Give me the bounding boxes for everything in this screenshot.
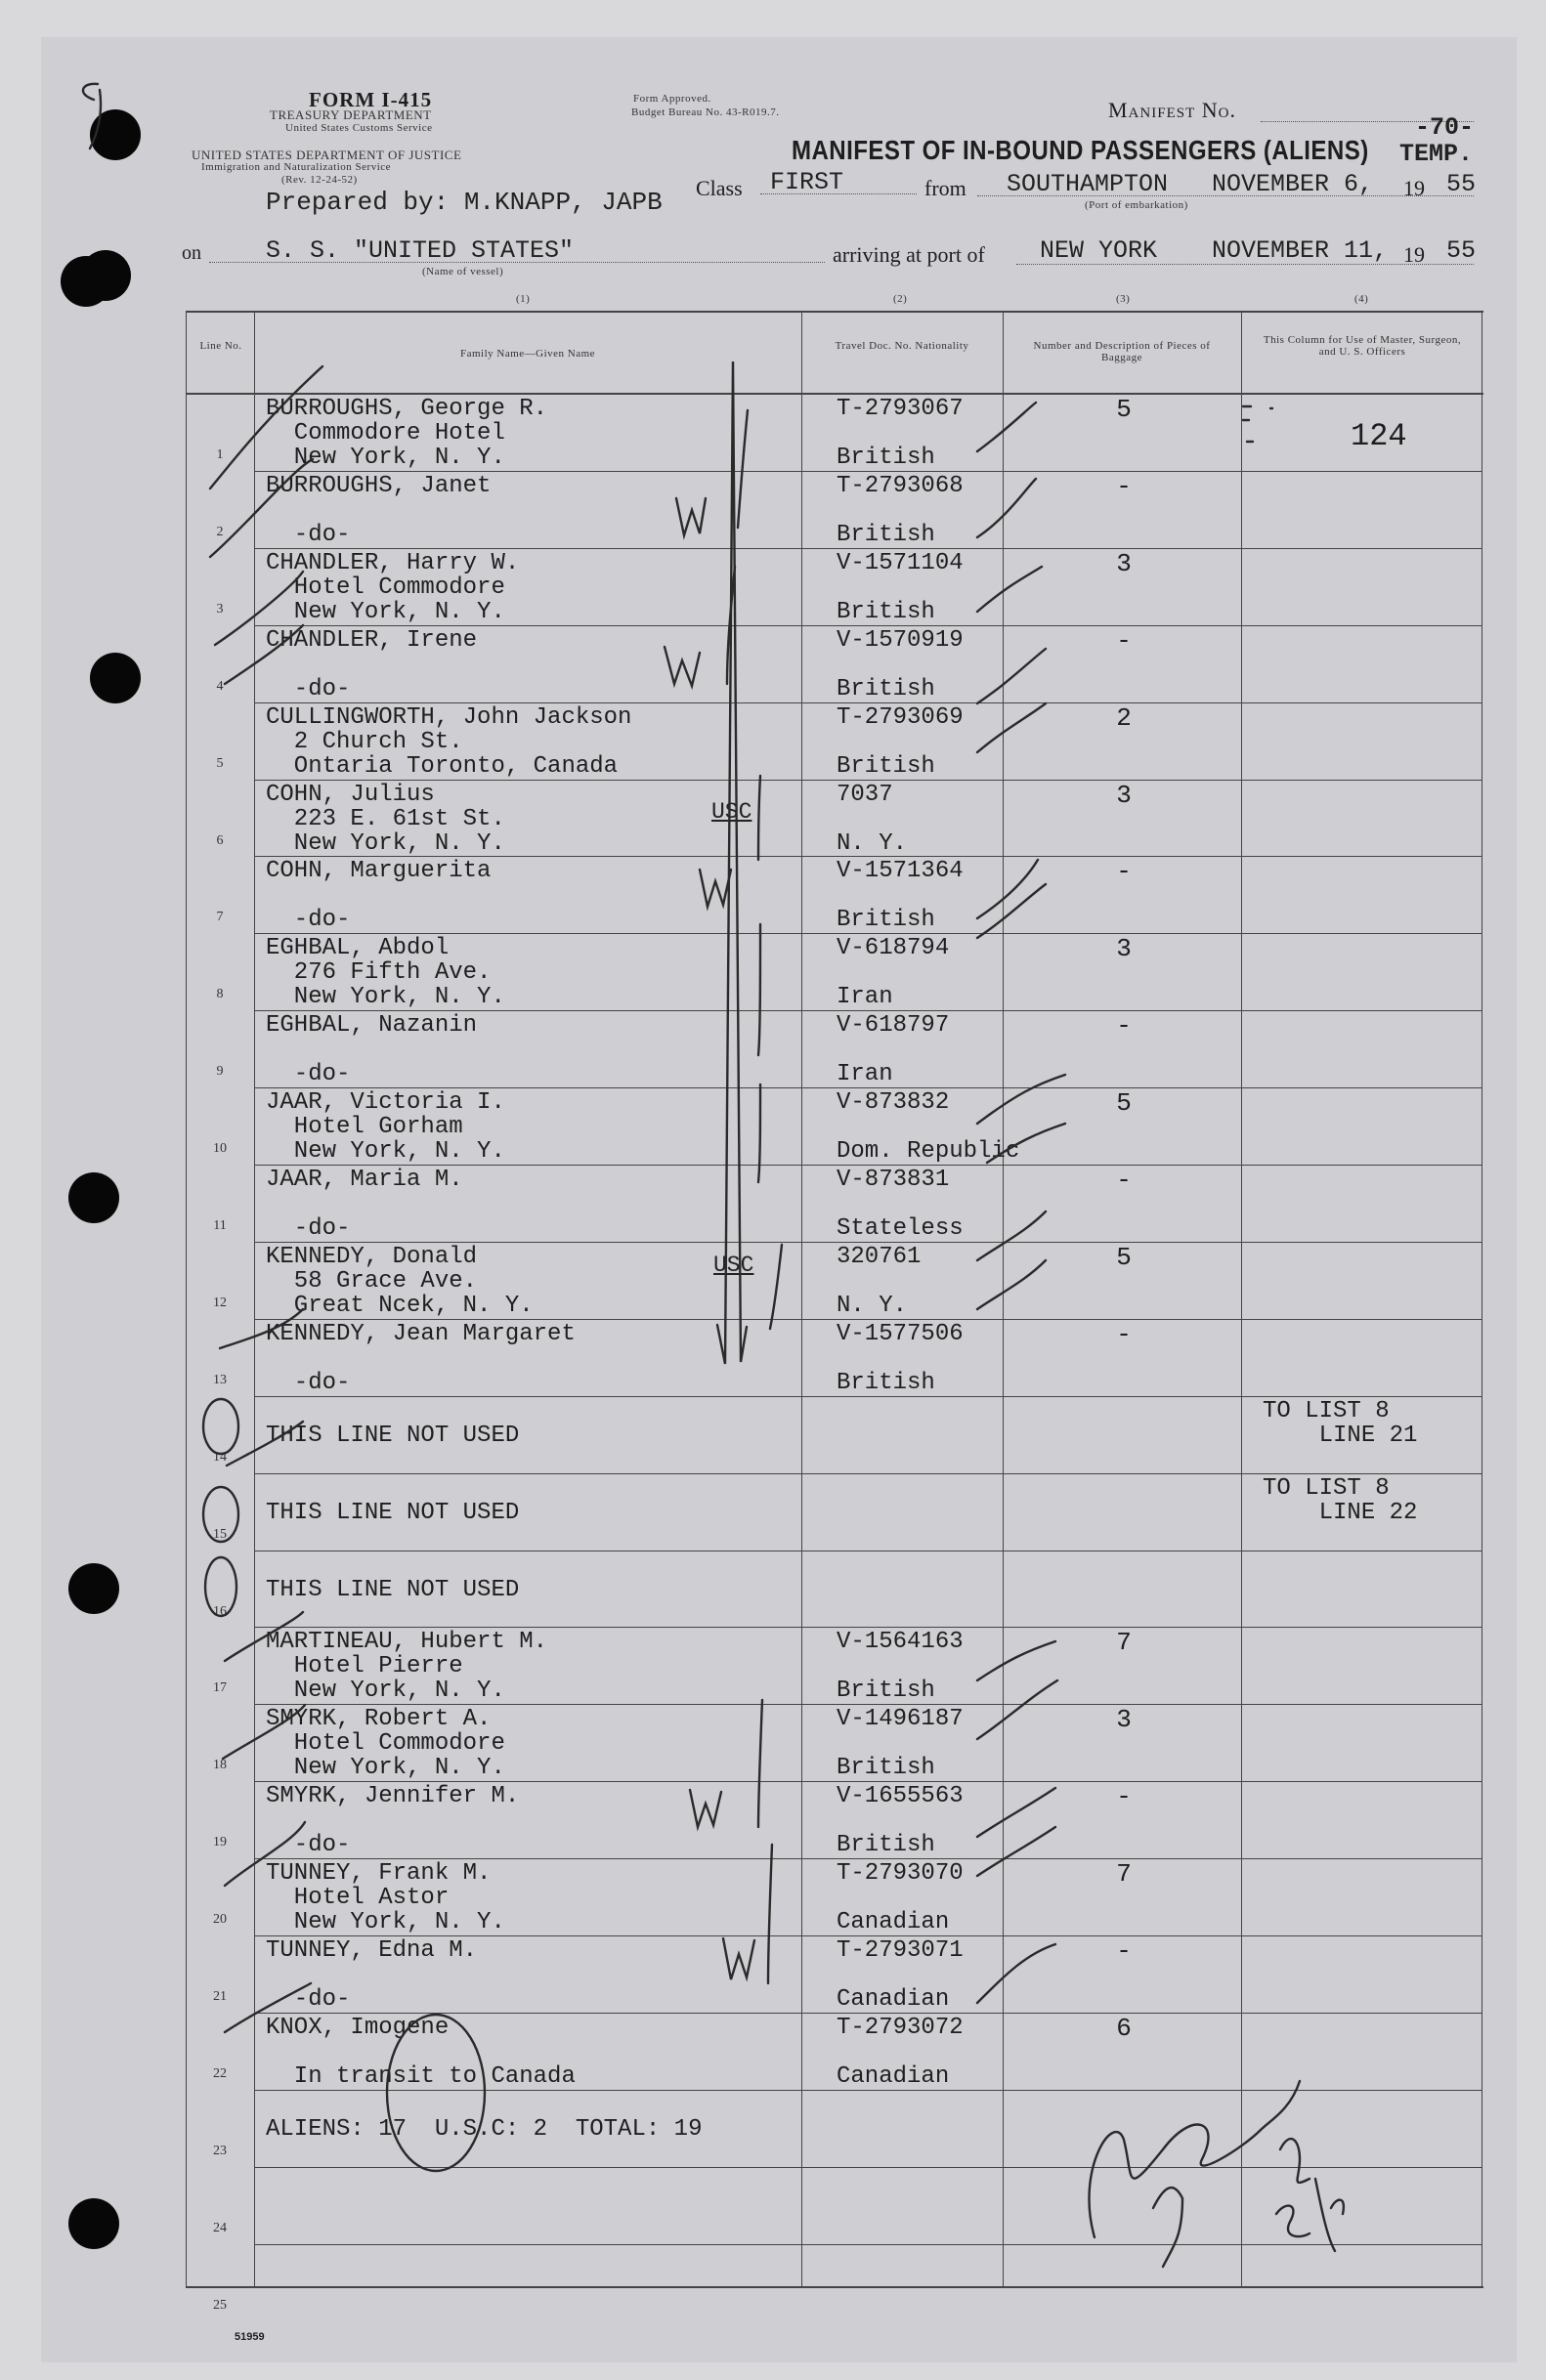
baggage-count-cell: 3	[1116, 1705, 1132, 1735]
passenger-name-cell: THIS LINE NOT USED	[266, 1576, 520, 1603]
vessel-line	[209, 262, 825, 263]
travel-doc-cell: T-2793068 British	[837, 472, 964, 548]
row-divider	[254, 1781, 1482, 1782]
passenger-name-cell: MARTINEAU, Hubert M. Hotel Pierre New York, N. Y.	[266, 1629, 548, 1705]
row-divider	[254, 1010, 1482, 1011]
col-num-2: (2)	[893, 293, 908, 305]
baggage-count-cell: -	[1116, 471, 1132, 501]
baggage-count-cell: 2	[1116, 702, 1132, 733]
form-revision: (Rev. 12-24-52)	[281, 174, 358, 186]
line-number: 11	[213, 1218, 227, 1233]
officer-note-cell: TO LIST 8 LINE 21	[1263, 1397, 1418, 1449]
row-divider	[254, 780, 1482, 781]
manifest-title: MANIFEST OF IN-BOUND PASSENGERS (ALIENS)	[792, 135, 1369, 165]
binder-hole	[68, 1563, 119, 1614]
port-embarkation: SOUTHAMPTON	[1007, 170, 1169, 198]
from-line	[977, 195, 1474, 196]
row-divider	[254, 1627, 1482, 1628]
travel-doc-cell: V-1570919 British	[837, 626, 964, 702]
baggage-count-cell: -	[1116, 857, 1132, 887]
manifest-no-label: Manifest No.	[1108, 98, 1236, 122]
travel-doc-cell: V-618797 Iran	[837, 1012, 950, 1088]
row-divider	[254, 471, 1482, 472]
row-divider	[254, 933, 1482, 934]
line-number: 2	[216, 524, 224, 539]
passenger-name-cell: COHN, Marguerita -do-	[266, 858, 492, 934]
line-number: 13	[213, 1372, 227, 1387]
line-number: 9	[216, 1064, 224, 1080]
baggage-count-cell: 5	[1116, 1088, 1132, 1119]
vessel-name: S. S. "UNITED STATES"	[266, 236, 575, 265]
travel-doc-cell: V-873832 Dom. Republic	[837, 1089, 1020, 1166]
row-divider	[254, 1242, 1482, 1243]
row-divider	[254, 1319, 1482, 1320]
baggage-count-cell: -	[1116, 1782, 1132, 1812]
arrival-port: NEW YORK	[1040, 236, 1158, 265]
travel-doc-cell: V-618794 Iran	[837, 935, 950, 1011]
baggage-count-cell: 7	[1116, 1859, 1132, 1890]
passenger-name-cell: CHANDLER, Harry W. Hotel Commodore New York, N. Y.	[266, 549, 520, 625]
row-divider	[254, 548, 1482, 549]
row-divider	[254, 625, 1482, 626]
table-header-rule	[186, 393, 1483, 395]
col-num-4: (4)	[1354, 293, 1369, 305]
passenger-name-cell: KENNEDY, Jean Margaret -do-	[266, 1320, 576, 1396]
line-number: 24	[213, 2220, 227, 2235]
line-number: 22	[213, 2065, 227, 2081]
justice-dept: UNITED STATES DEPARTMENT OF JUSTICE	[192, 148, 462, 162]
header-officers: This Column for Use of Master, Surgeon, and U. S. Officers	[1263, 334, 1462, 358]
customs-service: United States Customs Service	[285, 122, 433, 134]
row-divider	[254, 1858, 1482, 1859]
class-value: FIRST	[770, 168, 844, 196]
table-bottom-rule	[186, 2286, 1483, 2288]
manifest-no-value: -70-	[1415, 113, 1475, 142]
table-top-rule	[186, 311, 1483, 313]
departure-date: NOVEMBER 6,	[1212, 170, 1374, 198]
row-divider	[254, 856, 1482, 857]
treasury-dept: TREASURY DEPARTMENT	[270, 107, 432, 122]
binder-hole	[68, 2198, 119, 2249]
travel-doc-cell: V-1564163 British	[837, 1629, 964, 1705]
row-divider	[254, 2167, 1482, 2168]
passenger-name-cell: JAAR, Maria M. -do-	[266, 1167, 463, 1242]
line-number: 23	[213, 2143, 227, 2158]
line-number: 19	[213, 1835, 227, 1850]
travel-doc-cell: V-1577506 British	[837, 1320, 964, 1396]
passenger-name-cell: THIS LINE NOT USED	[266, 1422, 520, 1449]
passenger-name-cell: CULLINGWORTH, John Jackson 2 Church St. Ontaria Toronto, Canada	[266, 703, 632, 780]
doc-col-rule	[1003, 311, 1004, 2286]
form-footer-code: 51959	[235, 2331, 265, 2343]
line-number: 12	[213, 1295, 227, 1310]
row-divider	[254, 1165, 1482, 1166]
baggage-count-cell: -	[1116, 1936, 1132, 1966]
departure-year-prefix: 19	[1403, 176, 1425, 200]
baggage-count-cell: 7	[1116, 1628, 1132, 1658]
baggage-count-cell: -	[1116, 1319, 1132, 1349]
binder-hole	[68, 1172, 119, 1223]
line-number: 3	[216, 601, 224, 616]
travel-doc-cell: V-1571364 British	[837, 858, 964, 934]
row-divider	[254, 2090, 1482, 2091]
line-number: 17	[213, 1680, 227, 1696]
vessel-caption: (Name of vessel)	[422, 266, 504, 277]
bag-col-rule	[1241, 311, 1242, 2286]
col-num-3: (3)	[1116, 293, 1131, 305]
line-number: 21	[213, 1989, 227, 2004]
travel-doc-cell: T-2793071 Canadian	[837, 1937, 964, 2013]
arrival-date: NOVEMBER 11,	[1212, 236, 1389, 265]
baggage-count-cell: 5	[1116, 1242, 1132, 1272]
travel-doc-cell: 320761 N. Y.	[837, 1243, 922, 1319]
travel-doc-cell: V-1655563 British	[837, 1783, 964, 1859]
passenger-name-cell: COHN, Julius 223 E. 61st St. New York, N. Y.	[266, 781, 505, 857]
line-number: 7	[216, 910, 224, 925]
usc-mark-1: USC	[711, 799, 752, 825]
passenger-name-cell: EGHBAL, Abdol 276 Fifth Ave. New York, N. Y.	[266, 935, 505, 1011]
line-number: 5	[216, 755, 224, 771]
departure-year: 55	[1446, 170, 1477, 198]
baggage-count-cell: 6	[1116, 2013, 1132, 2043]
travel-doc-cell: V-1571104 British	[837, 549, 964, 625]
on-label: on	[182, 242, 201, 264]
travel-doc-cell: T-2793070 Canadian	[837, 1860, 964, 1936]
arrival-year: 55	[1446, 236, 1477, 265]
row-divider	[254, 2013, 1482, 2014]
travel-doc-cell: T-2793069 British	[837, 703, 964, 780]
temp-label: TEMP.	[1399, 140, 1474, 168]
travel-doc-cell: V-1496187 British	[837, 1706, 964, 1782]
baggage-count-cell: 3	[1116, 780, 1132, 810]
ins-service: Immigration and Naturalization Service	[201, 161, 392, 173]
row-divider	[254, 1396, 1482, 1397]
passenger-name-cell: CHANDLER, Irene -do-	[266, 626, 478, 702]
binder-hole	[80, 250, 131, 301]
passenger-name-cell: SMYRK, Robert A. Hotel Commodore New York, N. Y.	[266, 1706, 505, 1782]
line-number: 6	[216, 832, 224, 848]
table-left-rule	[186, 311, 187, 2286]
line-number: 14	[213, 1449, 227, 1465]
passenger-name-cell: THIS LINE NOT USED	[266, 1499, 520, 1526]
officer-note-cell: TO LIST 8 LINE 22	[1263, 1474, 1418, 1526]
row-divider	[254, 1473, 1482, 1474]
baggage-count-cell: 3	[1116, 548, 1132, 578]
passenger-name-cell: KNOX, Imogene In transit to Canada	[266, 2014, 576, 2090]
form-number: FORM I-415	[309, 88, 433, 111]
arrival-line	[1016, 264, 1474, 265]
passenger-name-cell: JAAR, Victoria I. Hotel Gorham New York, N. Y.	[266, 1089, 505, 1166]
officer-number: 124	[1351, 418, 1407, 454]
row-divider	[254, 1087, 1482, 1088]
passenger-name-cell: BURROUGHS, Janet -do-	[266, 472, 492, 548]
class-label: Class	[696, 176, 743, 200]
travel-doc-cell: V-873831 Stateless	[837, 1167, 964, 1242]
passenger-name-cell: KENNEDY, Donald 58 Grace Ave. Great Ncek, N. Y.	[266, 1243, 534, 1319]
manifest-sheet	[41, 37, 1517, 2362]
usc-mark-2: USC	[713, 1253, 754, 1278]
baggage-count-cell: -	[1116, 1011, 1132, 1041]
binder-hole	[90, 653, 141, 703]
line-number: 15	[213, 1526, 227, 1542]
travel-doc-cell: 7037 N. Y.	[837, 781, 908, 857]
header-travel-doc: Travel Doc. No. Nationality	[835, 340, 969, 352]
passenger-name-cell: BURROUGHS, George R. Commodore Hotel New York, N. Y.	[266, 396, 548, 471]
line-number: 20	[213, 1912, 227, 1928]
col-num-1: (1)	[516, 293, 531, 305]
class-line	[760, 193, 917, 194]
row-divider	[254, 1935, 1482, 1936]
baggage-count-cell: 5	[1116, 395, 1132, 424]
binder-hole	[90, 109, 141, 160]
travel-doc-cell: T-2793072 Canadian	[837, 2014, 964, 2090]
baggage-count-cell: -	[1116, 1166, 1132, 1195]
row-divider	[254, 1704, 1482, 1705]
line-number: 25	[213, 2297, 227, 2313]
budget-bureau: Budget Bureau No. 43-R019.7.	[631, 106, 780, 118]
passenger-name-cell: TUNNEY, Frank M. Hotel Astor New York, N. Y.	[266, 1860, 505, 1936]
travel-doc-cell: T-2793067 British	[837, 396, 964, 471]
line-number: 8	[216, 987, 224, 1002]
line-col-rule	[254, 311, 255, 2286]
line-number: 1	[216, 447, 224, 462]
prepared-by: Prepared by: M.KNAPP, JAPB	[266, 188, 663, 217]
passenger-name-cell: ALIENS: 17 U.S.C: 2 TOTAL: 19	[266, 2115, 703, 2143]
from-label: from	[924, 176, 966, 200]
line-number: 10	[213, 1141, 227, 1157]
header-name: Family Name—Given Name	[459, 348, 596, 360]
line-number: 4	[216, 678, 224, 694]
baggage-count-cell: 3	[1116, 934, 1132, 964]
row-divider	[254, 702, 1482, 703]
passenger-name-cell: EGHBAL, Nazanin -do-	[266, 1012, 478, 1088]
passenger-name-cell: SMYRK, Jennifer M. -do-	[266, 1783, 520, 1859]
passenger-name-cell: TUNNEY, Edna M. -do-	[266, 1937, 478, 2013]
arriving-label: arriving at port of	[833, 242, 985, 267]
name-col-rule	[801, 311, 802, 2286]
header-baggage: Number and Description of Pieces of Baggage	[1033, 340, 1211, 363]
line-number: 18	[213, 1758, 227, 1773]
port-caption: (Port of embarkation)	[1085, 199, 1188, 211]
header-line-no: Line No.	[199, 340, 242, 352]
baggage-count-cell: -	[1116, 625, 1132, 656]
row-divider	[254, 2244, 1482, 2245]
line-number: 16	[213, 1603, 227, 1619]
arrival-year-prefix: 19	[1403, 242, 1425, 267]
form-approved: Form Approved.	[633, 93, 711, 105]
